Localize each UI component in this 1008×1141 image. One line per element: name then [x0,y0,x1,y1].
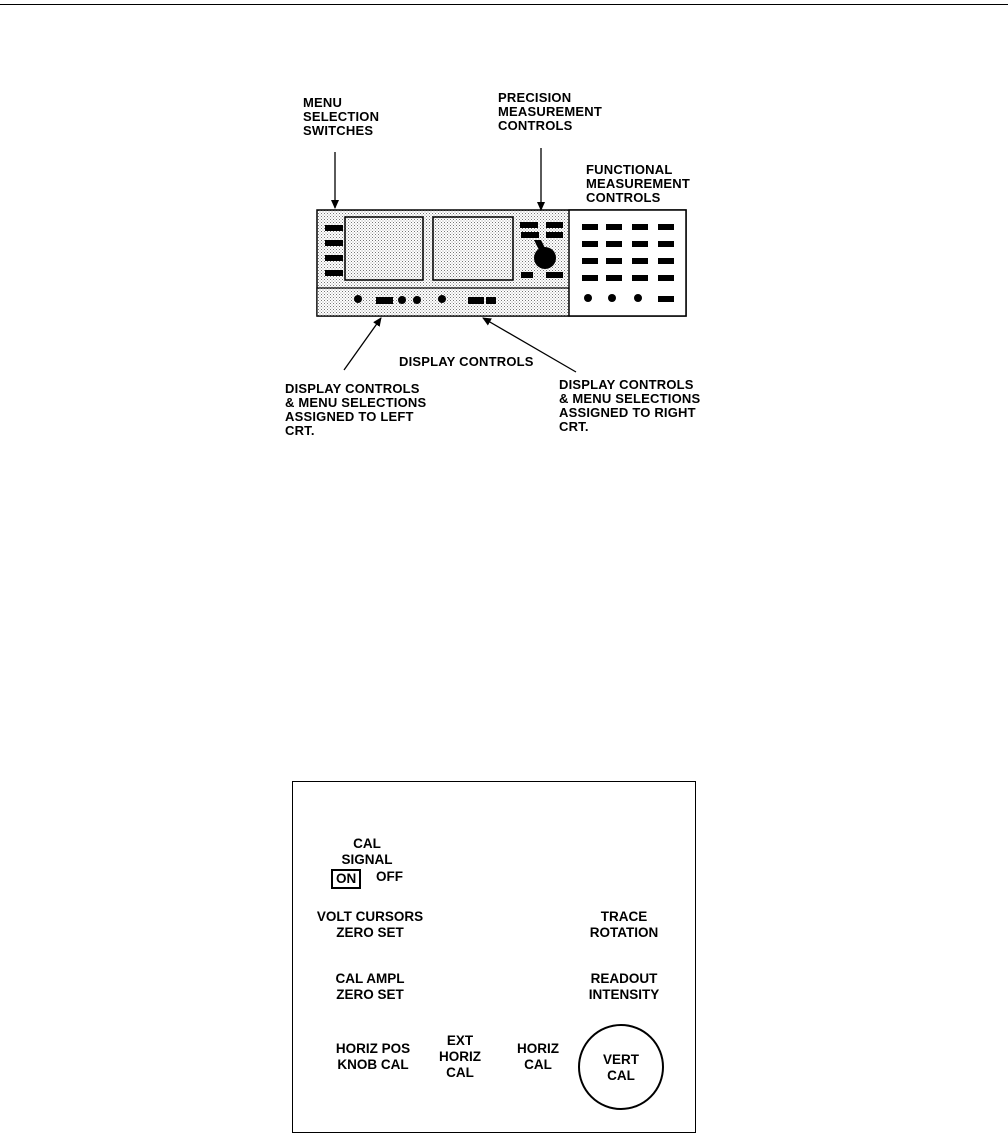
cal-signal-label: CAL SIGNAL [341,836,393,867]
volt-cursors-zero-set-label: VOLT CURSORS ZERO SET [316,909,424,940]
horiz-pos-knob-cal-label: HORIZ POS KNOB CAL [335,1041,411,1072]
precision-knob [534,247,556,269]
precision-measurement-controls-label: PRECISION MEASUREMENT CONTROLS [498,90,603,133]
left-crt [345,217,423,280]
front-panel-diagram [0,0,1008,470]
vert-cal-label: VERT CAL [602,1052,639,1083]
horiz-cal-label: HORIZ CAL [517,1041,559,1072]
display-controls-left-crt-label: DISPLAY CONTROLS & MENU SELECTIONS ASSIGNED TO LEFT CRT. [285,381,427,438]
ext-horiz-cal-label: EXT HORIZ CAL [439,1033,481,1080]
trace-rotation-label: TRACE ROTATION [589,909,659,940]
menu-selection-switches-label: MENU SELECTION SWITCHES [303,95,380,138]
functional-measurement-controls-label: FUNCTIONAL MEASUREMENT CONTROLS [586,162,691,205]
display-controls-label: DISPLAY CONTROLS [399,354,534,369]
cal-signal-off-label: OFF [376,869,403,884]
cal-ampl-zero-set-label: CAL AMPL ZERO SET [335,971,405,1002]
readout-intensity-label: READOUT INTENSITY [588,971,660,1002]
arrow-display-left [344,318,381,370]
cal-signal-on-switch[interactable]: ON [331,869,361,889]
display-controls-right-crt-label: DISPLAY CONTROLS & MENU SELECTIONS ASSIGNED TO RIGHT CRT. [559,377,701,434]
right-crt [433,217,513,280]
